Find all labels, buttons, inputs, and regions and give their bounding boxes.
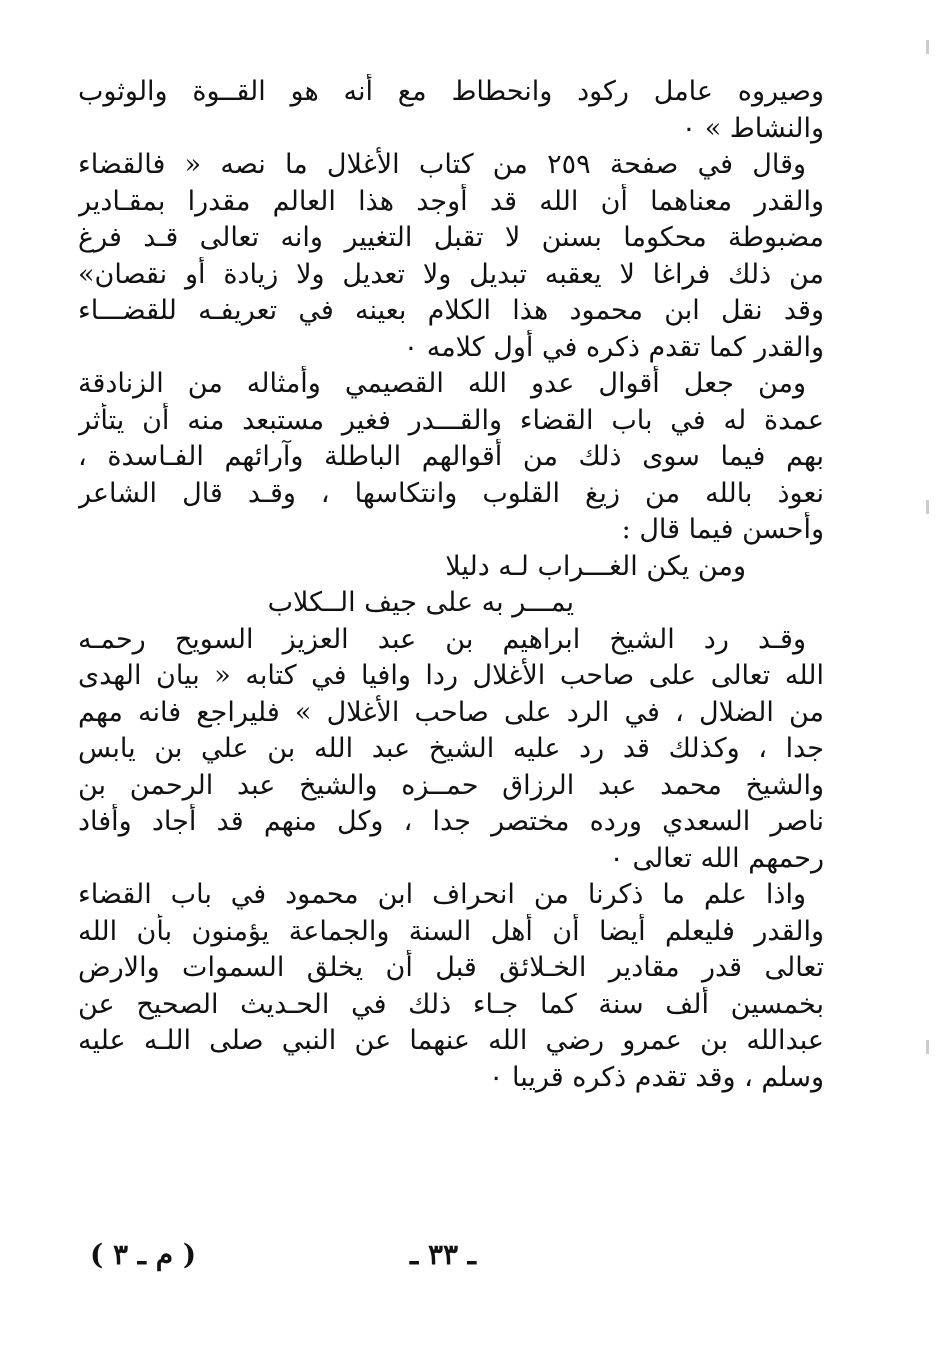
text-line: جدا ، وكذلك قد رد عليه الشيخ عبد الله بن علي بن يابس bbox=[78, 733, 824, 764]
poem-hemistich: يمـــر به على جيف الــكلاب bbox=[267, 587, 574, 618]
text-line: من الضلال ، في الرد على صاحب الأغلال » فليراجع فانه مهم bbox=[78, 696, 824, 728]
body-text bbox=[78, 74, 824, 1096]
text-line: ومن جعل أقوال عدو الله القصيمي وأمثاله من الزنادقة bbox=[78, 368, 806, 399]
text-line: وأحسن فيما قال : bbox=[621, 514, 824, 545]
text-line: واذا علم ما ذكرنا من انحراف ابن محمود في باب القضاء bbox=[78, 879, 806, 910]
text-line: ناصر السعدي ورده مختصر جدا ، وكل منهم قد أجاد وأفاد bbox=[78, 806, 824, 837]
text-line: وقـد رد الشيخ ابراهيم بن عبد العزيز السويح رحمـه bbox=[78, 623, 806, 655]
text-line: عمدة له في باب القضاء والقـــدر فغير مستبعد منه أن يتأثر bbox=[78, 404, 824, 436]
text-line: من ذلك فراغا لا يعقبه تبديل ولا تعديل ولا زيادة أو نقصان» bbox=[78, 258, 824, 290]
text-line: نعوذ بالله من زيغ القلوب وانتكاسها ، وقـد قال الشاعر bbox=[78, 477, 824, 509]
text-line: بهم فيما سوى ذلك من أقوالهم الباطلة وآرائهم الفـاسدة ، bbox=[78, 441, 824, 472]
text-line: والشيخ محمد عبد الرزاق حمــزه والشيخ عبد الرحمن بن bbox=[78, 769, 824, 801]
text-line: والقدر كما تقدم ذكره في أول كلامه ٠ bbox=[403, 331, 824, 363]
scan-edge-mark bbox=[926, 500, 929, 514]
poem-verse-first bbox=[78, 549, 824, 586]
text-line: وقال في صفحة ٢٥٩ من كتاب الأغلال ما نصه « فالقضاء bbox=[78, 149, 807, 180]
scan-edge-mark bbox=[926, 40, 929, 54]
text-line: وصيروه عامل ركود وانحطاط مع أنه هو القــوة والوثوب bbox=[78, 76, 824, 107]
text-line: والنشاط » ٠ bbox=[681, 112, 824, 144]
poem-verse-second bbox=[78, 585, 824, 622]
text-line: والقدر فليعلم أيضا أن أهل السنة والجماعة يؤمنون بأن الله bbox=[78, 915, 824, 947]
text-line: والقدر معناهما أن الله قد أوجد هذا العالم مقدرا بمقـادير bbox=[78, 185, 824, 217]
text-line: بخمسين ألف سنة كما جـاء ذلك في الحـديث الصحيح عن bbox=[78, 988, 824, 1020]
text-line: مضبوطة محكوما بسنن لا تقبل التغيير وانه تعالى قـد فرغ bbox=[78, 222, 824, 253]
text-line: عبدالله بن عمرو رضي الله عنهما عن النبي صلى اللـه عليه bbox=[78, 1025, 824, 1056]
text-line: وسلم ، وقد تقدم ذكره قريبا ٠ bbox=[488, 1061, 824, 1093]
page-number: ـ ٣٣ ـ bbox=[410, 1238, 476, 1271]
page-footer bbox=[78, 1238, 824, 1278]
poem-hemistich: ومن يكن الغـــراب لـه دليلا bbox=[445, 550, 746, 582]
text-line: الله تعالى على صاحب الأغلال ردا وافيا في كتابه « بيان الهدى bbox=[78, 660, 824, 691]
scan-edge-mark bbox=[926, 1040, 929, 1054]
text-line: رحمهم الله تعالى ٠ bbox=[609, 842, 824, 874]
text-line: تعالى قدر مقادير الخـلائق قبل أن يخلق السموات والارض bbox=[78, 952, 824, 983]
signature-mark: ( م ـ ٣ ) bbox=[90, 1238, 197, 1271]
text-line: وقد نقل ابن محمود هذا الكلام بعينه في تعريفـه للقضـــاء bbox=[78, 295, 824, 326]
